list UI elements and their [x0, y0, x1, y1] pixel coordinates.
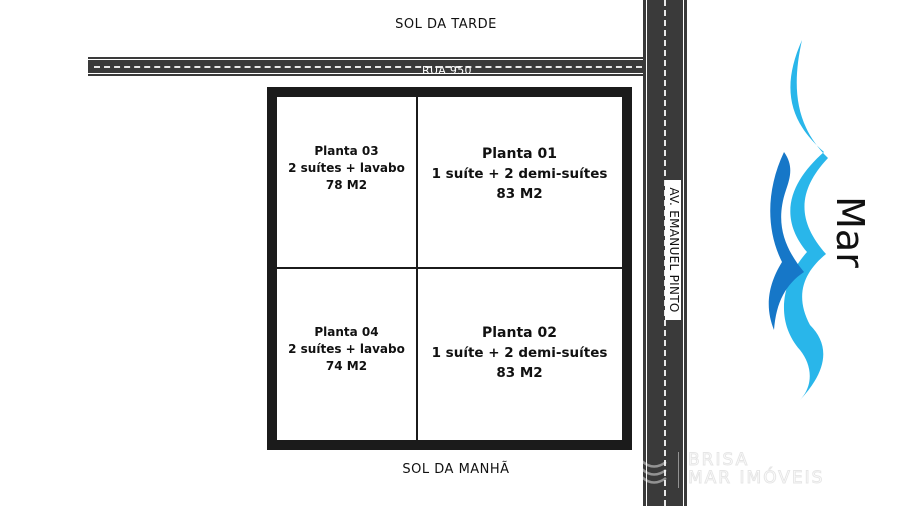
sun-afternoon-label: SOL DA TARDE — [395, 17, 497, 32]
unit-layout: 1 suíte + 2 demi-suítes — [431, 165, 608, 182]
unit-area: 74 M2 — [325, 359, 368, 373]
watermark-divider — [678, 452, 679, 488]
unit-area: 78 M2 — [325, 178, 368, 192]
floor-plan-interior — [277, 97, 622, 440]
wave-logo-icon — [618, 454, 668, 486]
unit-planta-04[interactable] — [277, 269, 416, 440]
unit-name: Planta 01 — [482, 145, 557, 162]
unit-area: 83 M2 — [496, 364, 543, 381]
wave-shape-main — [784, 40, 828, 400]
sea-label: Mar — [828, 196, 872, 268]
unit-planta-02[interactable] — [417, 269, 622, 440]
road-edge-line — [88, 73, 648, 74]
unit-name: Planta 04 — [314, 325, 379, 339]
road-edge-line — [683, 0, 684, 506]
unit-name: Planta 02 — [482, 324, 557, 341]
brand-watermark — [618, 450, 888, 490]
unit-planta-01[interactable] — [417, 97, 622, 268]
floor-plan-block — [267, 87, 632, 450]
watermark-brand-line1: BRISA — [688, 450, 750, 470]
road-edge-line — [646, 0, 647, 506]
unit-layout: 1 suíte + 2 demi-suítes — [431, 344, 608, 361]
road-name-avenida: AV. EMANUEL PINTO — [665, 180, 681, 320]
sun-morning-label: SOL DA MANHÃ — [402, 462, 510, 477]
road-rua-950 — [88, 57, 648, 76]
unit-planta-03[interactable] — [277, 97, 416, 268]
road-name-rua: RUA 950 — [422, 64, 472, 77]
unit-layout: 2 suítes + lavabo — [288, 161, 405, 175]
unit-name: Planta 03 — [314, 144, 379, 158]
unit-layout: 2 suítes + lavabo — [288, 342, 405, 356]
road-edge-line — [88, 59, 648, 60]
interior-wall-horizontal — [277, 267, 622, 269]
unit-area: 83 M2 — [496, 185, 543, 202]
road-center-dash — [94, 66, 642, 68]
watermark-brand-line2: MAR IMÓVEIS — [688, 468, 825, 488]
